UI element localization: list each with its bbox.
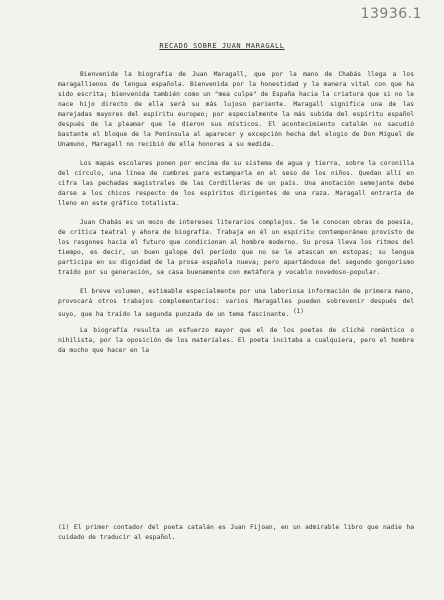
footnote: (1) El primer contador del poeta catalán es Juan Fijoan, en un admirable libro que nadie ha cuidado de traducir al español. bbox=[58, 524, 414, 541]
document-body bbox=[58, 70, 414, 365]
document-title: RECADO SOBRE JUAN MARAGALL bbox=[159, 42, 285, 50]
archive-number: 13936.1 bbox=[360, 6, 422, 22]
paragraph-1: Bienvenida la biografía de Juan Maragall, que por la mano de Chabás llega a los maragallienos de lengua española. Bienvenida por la honestidad y la manera vital con que ha sido escrita; bienvenida también como un "mea culpa" de España hacia la criatura que si no le nace hijo directo de ella será su más lujoso pariente. Maragall significa una de las marejadas mayores del espíritu europeo; por especialmente la más subida del espíritu español después de la pleamar que le dieron sus místicos. El acontecimiento catalán no sacudió bastante el bloque de la Península al aparecer y excepción hecha del elogio de Don Miguel de Unamuno, Maragall no recibió de ella honores a su medida. bbox=[58, 71, 414, 148]
paragraph-2: Los mapas escolares ponen por encima de su sistema de agua y tierra, sobre la coronilla del círculo, una línea de cumbres para estamparla en el seso de los niños. Quedan allí en cifra las pechadas magistrales de las Cordilleras de un país. Una anotación semejante debe darse a los chicos respecto de los espíritus dirigentes de una raza. Maragall entraría de lleno en este gráfico totalista. bbox=[58, 160, 414, 207]
paragraph-3: Juan Chabás es un mozo de intereses literarios complejos. Se le conocen obras de poesía, de crítica teatral y ahora de biografía. Trabaja en él un espíritu contemporáneo provisto de los rasgones hacia el futuro que condicionan al hombre moderno. Su prosa lleva los ritmos del tiempo, es decir, un buen galope del período que no se le atascan en estopas; su lengua participa en su dignidad de la prosa española nueva; pero apartándose del segundo gongorismo traído por su generación, se casa buenamente con metáfora y vocablo novedoso-popular. bbox=[58, 219, 414, 276]
footnote-marker: (1) bbox=[293, 308, 304, 315]
paragraph-4-text: El breve volumen, estimable especialmente por una laboriosa información de primera mano, provocará otros trabajos complementarios: varios Maragalles pueden sobrevenir después del suyo, que ha traído la segunda punzada de un tema fascinante. bbox=[58, 288, 414, 319]
paragraph-4 bbox=[58, 287, 414, 320]
paragraph-5: La biografía resulta un esfuerzo mayor que el de los poetas de cliché romántico o nihilista, por la oposición de los materiales. El poeta incitaba a cualquiera, pero el hombre da mucho que hacer en la bbox=[58, 327, 414, 355]
